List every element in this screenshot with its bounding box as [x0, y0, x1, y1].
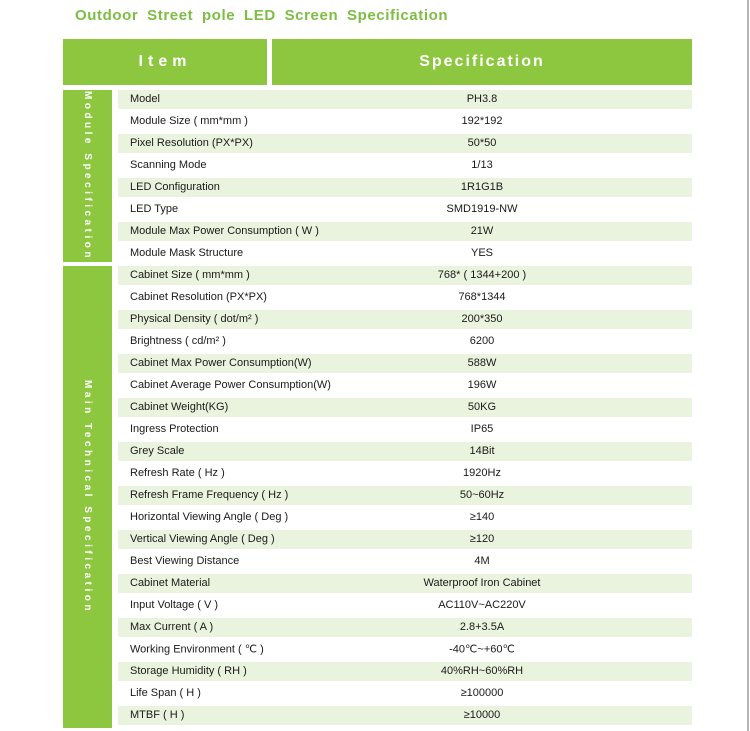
- table-row: [118, 464, 692, 486]
- table-row: [118, 332, 692, 354]
- table-row: [118, 200, 692, 222]
- spec-value: 1R1G1B: [460, 181, 504, 194]
- table-row: [118, 376, 692, 398]
- spec-value: 50*50: [467, 137, 497, 150]
- table-row: [118, 90, 692, 112]
- table-row: [118, 354, 692, 376]
- spec-value: 14Bit: [469, 445, 495, 458]
- column-header-item: Item: [63, 39, 267, 85]
- item-label: LED Type: [130, 203, 179, 216]
- spec-value: 768*1344: [458, 291, 506, 304]
- item-label: LED Configuration: [130, 181, 220, 194]
- spec-value: YES: [470, 247, 493, 260]
- section-rows: [118, 90, 692, 266]
- table-row: [118, 574, 692, 596]
- item-label: Module Max Power Consumption ( W ): [130, 225, 319, 238]
- item-label: Cabinet Size ( mm*mm ): [130, 269, 250, 282]
- item-label: Refresh Rate ( Hz ): [130, 467, 225, 480]
- item-label: Cabinet Material: [130, 577, 211, 590]
- table-row: [118, 266, 692, 288]
- table-row: [118, 640, 692, 662]
- item-label: Brightness ( cd/m² ): [130, 335, 226, 348]
- item-label: Cabinet Resolution (PX*PX): [130, 291, 267, 304]
- spec-value: -40℃~+60℃: [449, 643, 515, 656]
- table-row: [118, 156, 692, 178]
- item-label: Max Current ( A ): [130, 621, 214, 634]
- spec-value: 200*350: [461, 313, 503, 326]
- spec-value: 588W: [467, 357, 497, 370]
- spec-value: IP65: [470, 423, 494, 436]
- item-label: Horizontal Viewing Angle ( Deg ): [130, 511, 289, 524]
- spec-value: ≥140: [469, 511, 495, 524]
- table-row: [118, 684, 692, 706]
- item-label: Scanning Mode: [130, 159, 207, 172]
- table-row: [118, 244, 692, 266]
- table-row: [118, 134, 692, 156]
- spec-value: 768* ( 1344+200 ): [437, 269, 527, 282]
- spec-value: 1920Hz: [463, 467, 501, 480]
- table-header: [63, 39, 692, 85]
- spec-table: [63, 39, 692, 728]
- spec-value: 50~60Hz: [459, 489, 505, 502]
- spec-value: 196W: [467, 379, 497, 392]
- page-title: Outdoor Street pole LED Screen Specification: [75, 7, 449, 24]
- section-label-module-specification: Module Specification: [63, 90, 112, 266]
- item-label: Grey Scale: [130, 445, 185, 458]
- spec-value: ≥100000: [460, 687, 504, 700]
- spec-value: Waterproof Iron Cabinet: [423, 577, 541, 590]
- table-row: [118, 618, 692, 640]
- spec-value: 4M: [474, 555, 490, 568]
- spec-value: ≥120: [469, 533, 495, 546]
- section-label-main-technical-specification: Main Technical Specification: [63, 266, 112, 728]
- spec-value: AC110V~AC220V: [438, 599, 526, 612]
- table-row: [118, 508, 692, 530]
- table-row: [118, 486, 692, 508]
- table-row: [118, 662, 692, 684]
- item-label: Model: [130, 93, 160, 106]
- section-rows: [118, 266, 692, 728]
- table-row: [118, 288, 692, 310]
- table-row: [118, 112, 692, 134]
- table-row: [118, 398, 692, 420]
- section-main-technical-specification: [63, 266, 692, 728]
- spec-value: ≥10000: [463, 709, 501, 722]
- item-label: Module Size ( mm*mm ): [130, 115, 248, 128]
- spec-value: 50KG: [467, 401, 497, 414]
- spec-value: 1/13: [471, 159, 493, 172]
- item-label: Cabinet Max Power Consumption(W): [130, 357, 312, 370]
- item-label: Vertical Viewing Angle ( Deg ): [130, 533, 275, 546]
- table-row: [118, 552, 692, 574]
- table-row: [118, 310, 692, 332]
- table-row: [118, 706, 692, 728]
- table-row: [118, 420, 692, 442]
- spec-value: PH3.8: [466, 93, 498, 106]
- item-label: Module Mask Structure: [130, 247, 244, 260]
- spec-value: SMD1919-NW: [446, 203, 518, 216]
- item-label: Working Environment ( ℃ ): [130, 643, 264, 656]
- item-label: Ingress Protection: [130, 423, 219, 436]
- item-label: MTBF ( H ): [130, 709, 185, 722]
- table-row: [118, 596, 692, 618]
- item-label: Physical Density ( dot/m² ): [130, 313, 259, 326]
- table-row: [118, 178, 692, 200]
- item-label: Life Span ( H ): [130, 687, 201, 700]
- column-header-specification: Specification: [272, 39, 692, 85]
- table-row: [118, 530, 692, 552]
- window-edge-line: [747, 0, 749, 731]
- item-label: Storage Humidity ( RH ): [130, 665, 247, 678]
- item-label: Refresh Frame Frequency ( Hz ): [130, 489, 289, 502]
- spec-value: 2.8+3.5A: [459, 621, 505, 634]
- item-label: Pixel Resolution (PX*PX): [130, 137, 253, 150]
- table-row: [118, 442, 692, 464]
- table-row: [118, 222, 692, 244]
- spec-value: 21W: [470, 225, 494, 238]
- section-module-specification: [63, 90, 692, 266]
- item-label: Cabinet Average Power Consumption(W): [130, 379, 331, 392]
- item-label: Input Voltage ( V ): [130, 599, 219, 612]
- spec-value: 6200: [469, 335, 495, 348]
- spec-value: 192*192: [461, 115, 503, 128]
- spec-value: 40%RH~60%RH: [440, 665, 524, 678]
- item-label: Best Viewing Distance: [130, 555, 240, 568]
- item-label: Cabinet Weight(KG): [130, 401, 229, 414]
